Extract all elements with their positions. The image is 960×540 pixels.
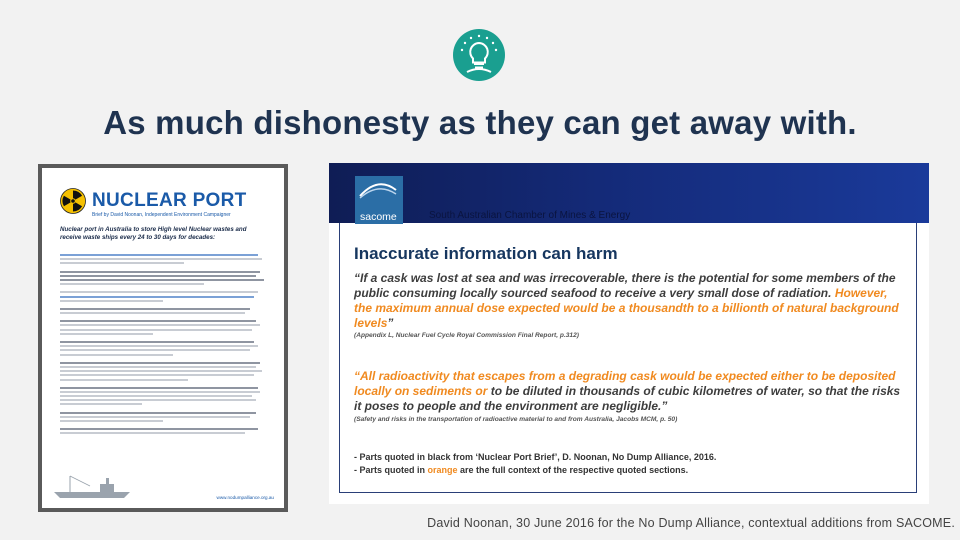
quote1-black: “If a cask was lost at sea and was irrecoverable, there is the potential for some members of the public consuming locally sourced seafood to receive a very small dose of radiation. xyxy=(354,271,896,300)
quote2-black: to be diluted in thousands of cubic kilometres of water, so that the risks it poses to people and the environment are negligible. xyxy=(354,384,901,413)
document-url: www.nodumpalliance.org.au xyxy=(216,495,274,500)
sacome-name: sacome xyxy=(360,211,397,223)
quote2-orange: All radioactivity that escapes from a degrading cask would be expected either to be deposited locally on sediments or xyxy=(354,369,896,398)
attribution-caption: David Noonan, 30 June 2016 for the No Dump Alliance, contextual additions from SACOME. xyxy=(427,516,955,530)
page-title: As much dishonesty as they can get away with. xyxy=(103,104,857,141)
note2-pre: - Parts quoted in xyxy=(354,464,428,475)
document-heading: NUCLEAR PORT xyxy=(92,190,247,211)
note2-post: are the full context of the respective quoted sections. xyxy=(457,464,689,475)
citation-royal-commission: (Appendix L, Nuclear Fuel Cycle Royal Commission Final Report, p.312) xyxy=(354,332,579,339)
citation-jacobs-mcm: (Safety and risks in the transportation of radioactive material to and from Australia, Jacobs MCM, p. 50) xyxy=(354,416,678,423)
lightbulb-globe-icon xyxy=(452,28,506,82)
document-body-text xyxy=(60,254,266,437)
note-black: - Parts quoted in black from ‘Nuclear Port Brief’, D. Noonan, No Dump Alliance, 2016. xyxy=(354,452,717,462)
document-byline: Brief by David Noonan, Independent Environment Campaigner xyxy=(92,212,231,218)
document-page xyxy=(42,168,284,508)
sacome-full-name: South Australian Chamber of Mines & Energy xyxy=(429,210,631,221)
quote-jacobs-mcm xyxy=(354,369,909,414)
slide-heading: Inaccurate information can harm xyxy=(354,244,618,263)
quote1-orange: However, the maximum annual dose expected would be a thousandth to a billionth of natural background levels xyxy=(354,286,899,330)
colour-key-notes xyxy=(354,451,716,476)
note2-orange-word: orange xyxy=(427,464,458,475)
quote1-end: ” xyxy=(387,316,394,330)
quote2-end: ” xyxy=(661,399,668,413)
ship-illustration xyxy=(50,470,160,500)
quote2-open: “ xyxy=(354,369,360,383)
note-orange xyxy=(354,464,716,477)
document-lead: Nuclear port in Australia to store High level Nuclear wastes and receive waste ships every 24 to 30 days for decades: xyxy=(60,226,247,241)
nuclear-port-brief-thumbnail xyxy=(38,164,288,512)
quote-royal-commission xyxy=(354,271,904,331)
sacome-slide-capture xyxy=(329,163,929,504)
radiation-trefoil-icon xyxy=(60,188,86,214)
